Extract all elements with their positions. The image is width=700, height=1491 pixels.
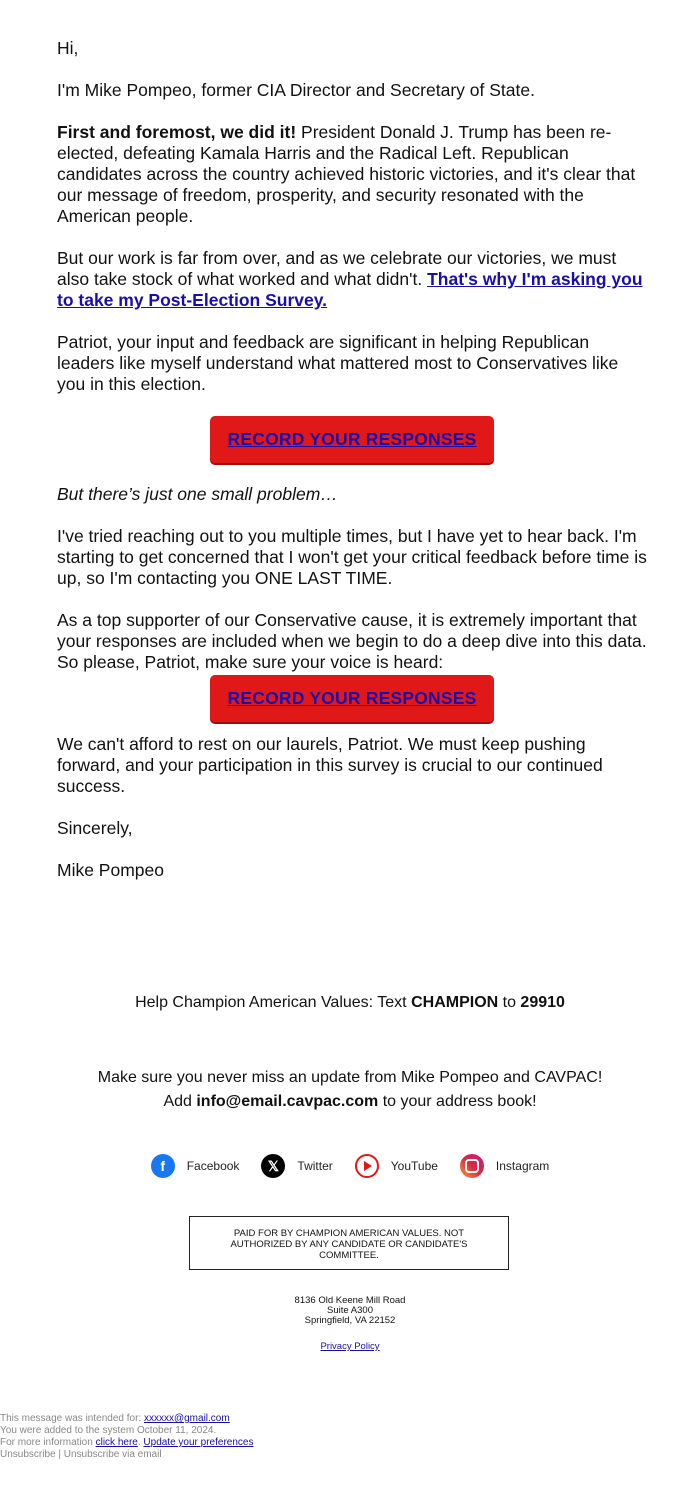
instagram-icon [460, 1154, 484, 1178]
recipient-meta: This message was intended for: xxxxxx@gmail.com You were added to the system October 11, 2024. For more information click here. Update your preferences Unsubscribe | Unsubscribe via email [0, 1413, 254, 1460]
input-paragraph: Patriot, your input and feedback are significant in helping Republican leaders like myself understand what mattered most to Conservatives like you in this election. [57, 332, 619, 394]
signoff: Sincerely, [57, 818, 133, 838]
instagram-link[interactable]: Instagram [460, 1154, 549, 1178]
text-champion-line: Help Champion American Values: Text CHAMPION to 29910 [135, 994, 565, 1011]
mailing-address: 8136 Old Keene Mill Road Suite A300 Springfield, VA 22152 [294, 1295, 406, 1326]
twitter-link[interactable]: 𝕏 Twitter [261, 1154, 332, 1178]
sender-email: info@email.cavpac.com [196, 1093, 379, 1110]
record-responses-button[interactable]: RECORD YOUR RESPONSES [210, 416, 494, 463]
survey-paragraph: But our work is far from over, and as we celebrate our victories, we must also take stock of what worked and what didn't. That's why I'm asking you to take my Post-Election Survey. [57, 248, 643, 310]
paid-for-disclaimer: PAID FOR BY CHAMPION AMERICAN VALUES. NOT AUTHORIZED BY ANY CANDIDATE OR CANDIDATE'S COMMITTEE. [189, 1216, 509, 1270]
address-book-note: Make sure you never miss an update from Mike Pompeo and CAVPAC! Add info@email.cavpac.com to your address book! [97, 1069, 603, 1110]
x-icon: 𝕏 [261, 1154, 285, 1178]
champion-keyword: CHAMPION [411, 994, 499, 1011]
cta-wrap-1 [57, 416, 647, 463]
update-preferences-link[interactable]: Update your preferences [143, 1437, 254, 1448]
victory-headline: First and foremost, we did it! [57, 122, 297, 142]
problem-line: But there’s just one small problem… [57, 484, 338, 504]
unsubscribe-line[interactable]: Unsubscribe | Unsubscribe via email [0, 1449, 162, 1460]
intro-paragraph: I'm Mike Pompeo, former CIA Director and Secretary of State. [57, 80, 535, 100]
facebook-icon: f [151, 1154, 175, 1178]
cta-wrap-2 [57, 675, 647, 722]
greeting: Hi, [57, 38, 79, 58]
youtube-icon [355, 1154, 379, 1178]
privacy-line [0, 1341, 700, 1352]
record-responses-button-2[interactable]: RECORD YOUR RESPONSES [210, 675, 494, 722]
signature: Mike Pompeo [57, 860, 164, 880]
closing-paragraph: We can't afford to rest on our laurels, Patriot. We must keep pushing forward, and your participation in this survey is crucial to our continued success. [57, 734, 603, 796]
reaching-out-paragraph: I've tried reaching out to you multiple times, but I have yet to hear back. I'm starting to get concerned that I won't get your critical feedback before time is up, so I'm contacting you ONE LAST TIME. [57, 526, 647, 588]
youtube-link[interactable]: YouTube [355, 1154, 438, 1178]
letter-body [57, 38, 647, 902]
privacy-policy-link[interactable]: Privacy Policy [320, 1341, 380, 1352]
social-links [0, 1154, 700, 1178]
facebook-link[interactable]: f Facebook [151, 1154, 240, 1178]
champion-number: 29910 [520, 994, 565, 1011]
recipient-email-link[interactable]: xxxxxx@gmail.com [143, 1413, 230, 1424]
survey-link[interactable]: That's why I'm asking you to take my Post-Election Survey. [57, 269, 643, 310]
click-here-link[interactable]: click here [95, 1437, 138, 1448]
supporter-paragraph: As a top supporter of our Conservative cause, it is extremely important that your responses are included when we begin to do a deep dive into this data. So please, Patriot, make sure your voice is heard: [57, 610, 647, 672]
victory-paragraph: First and foremost, we did it! President Donald J. Trump has been re-elected, defeating Kamala Harris and the Radical Left. Republican candidates across the country achieved historic victories, and it's clear that our message of freedom, prosperity, and security resonated with the American people. [57, 122, 636, 226]
